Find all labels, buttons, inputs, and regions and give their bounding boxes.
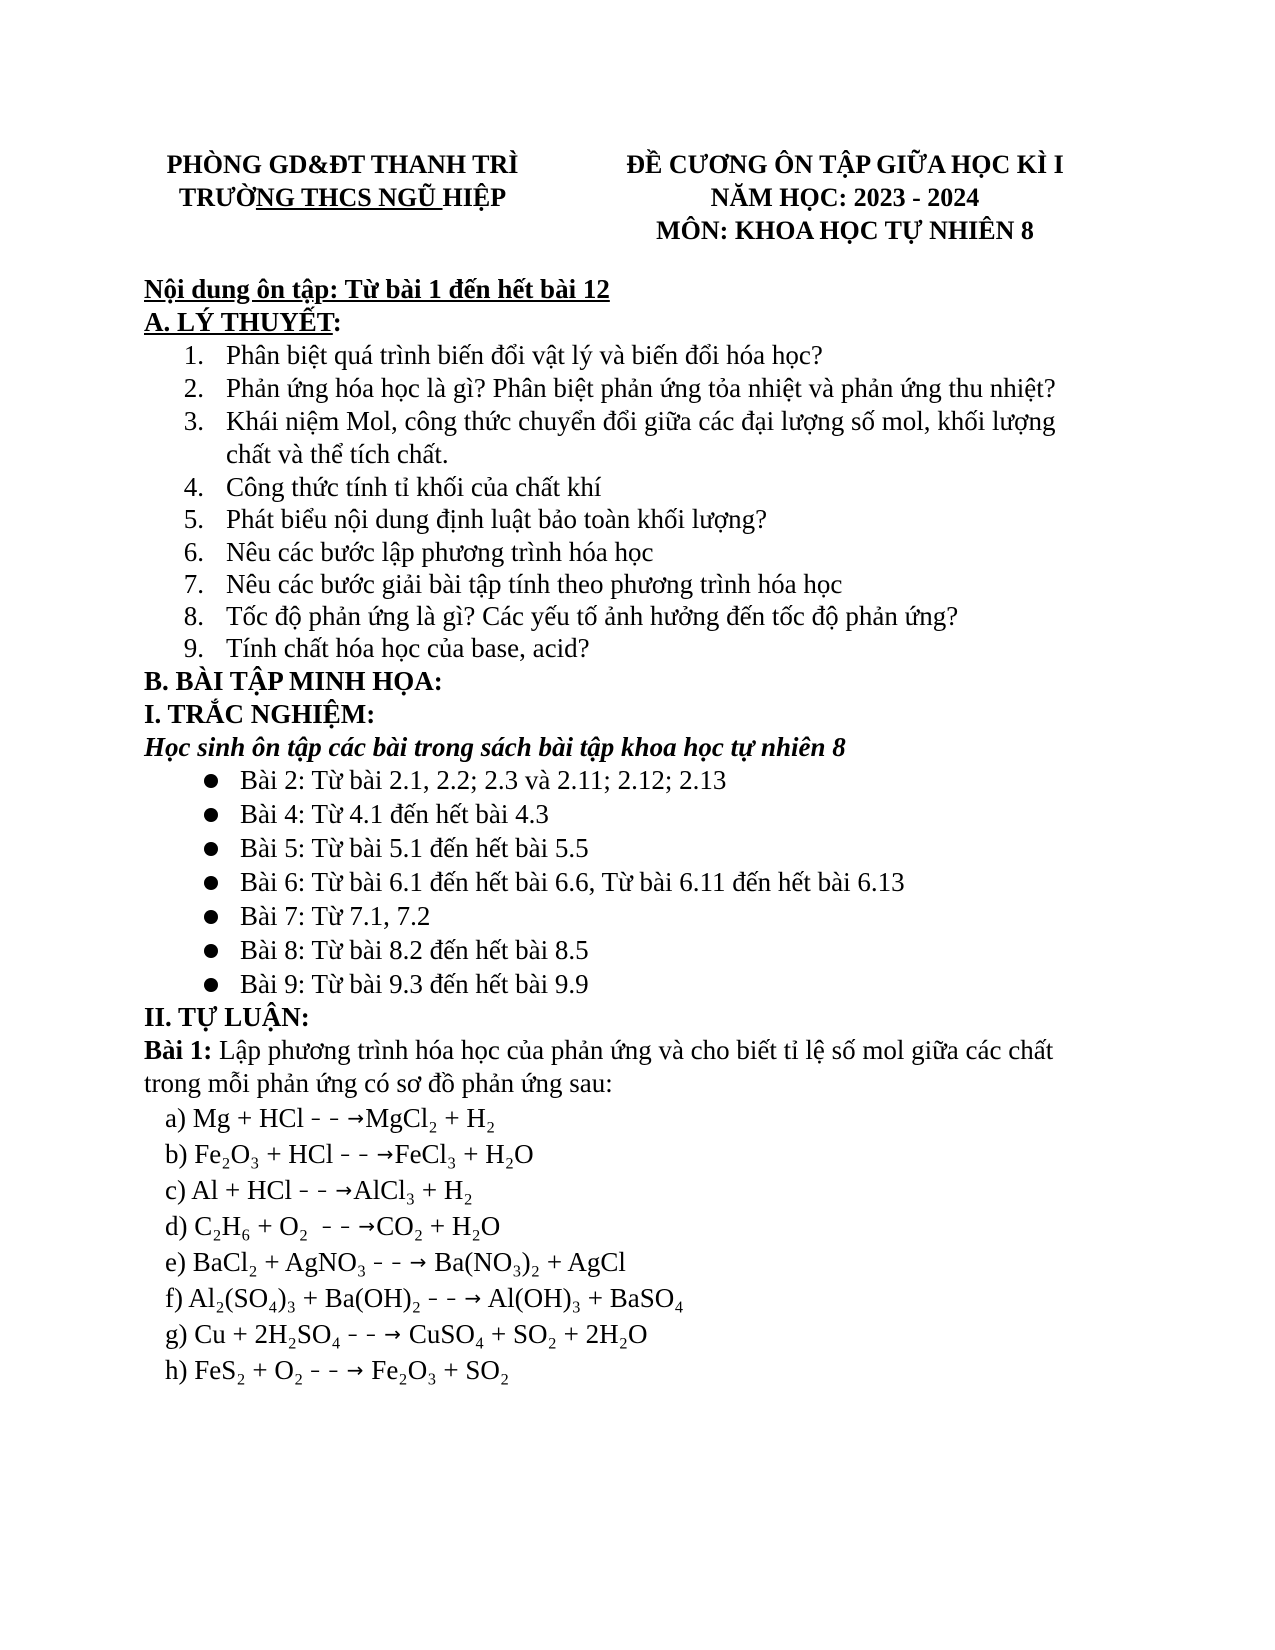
bullet-icon xyxy=(204,944,218,958)
section-a-colon: : xyxy=(332,307,342,337)
exercise-1-label: Bài 1: xyxy=(144,1035,213,1065)
document-title-block xyxy=(585,148,1105,247)
review-scope: Nội dung ôn tập: Từ bài 1 đến hết bài 12 xyxy=(144,274,610,304)
reaction-arrow-icon: – – → xyxy=(321,1214,377,1238)
theory-item-number: 8. xyxy=(183,601,204,631)
reactants: g) Cu + 2H₂SO₄ xyxy=(165,1319,341,1349)
exercise-range-item: Bài 4: Từ 4.1 đến hết bài 4.3 xyxy=(240,799,549,829)
equation-e xyxy=(165,1245,626,1280)
bullet-icon xyxy=(204,842,218,856)
products: Al(OH)₃ + BaSO₄ xyxy=(487,1283,684,1313)
reactants: b) Fe₂O₃ + HCl xyxy=(165,1139,334,1169)
school-name-part: TRƯỜ xyxy=(178,183,256,212)
exercise-range-item: Bài 7: Từ 7.1, 7.2 xyxy=(240,901,431,931)
theory-item-number: 9. xyxy=(183,633,204,663)
theory-item: Công thức tính tỉ khối của chất khí xyxy=(226,472,602,502)
exercise-1-line-2: trong mỗi phản ứng có sơ đồ phản ứng sau: xyxy=(144,1068,613,1098)
reactants: a) Mg + HCl xyxy=(165,1103,304,1133)
theory-item: Nêu các bước giải bài tập tính theo phương trình hóa học xyxy=(226,569,843,599)
document-title: ĐỀ CƯƠNG ÔN TẬP GIỮA HỌC KÌ I xyxy=(626,150,1064,179)
department-name: PHÒNG GD&ĐT THANH TRÌ xyxy=(166,150,519,179)
theory-item: Phát biểu nội dung định luật bảo toàn khối lượng? xyxy=(226,504,768,534)
exercise-range-item: Bài 2: Từ bài 2.1, 2.2; 2.3 và 2.11; 2.12; 2.13 xyxy=(240,765,727,795)
products: Ba(NO₃)₂ + AgCl xyxy=(434,1247,626,1277)
reactants: c) Al + HCl xyxy=(165,1175,292,1205)
products: CO₂ + H₂O xyxy=(376,1211,501,1241)
subject: MÔN: KHOA HỌC TỰ NHIÊN 8 xyxy=(656,216,1034,245)
theory-item: Phản ứng hóa học là gì? Phân biệt phản ứng tỏa nhiệt và phản ứng thu nhiệt? xyxy=(226,373,1056,403)
products: FeCl₃ + H₂O xyxy=(394,1139,534,1169)
section-a-title xyxy=(144,306,342,339)
bullet-icon xyxy=(204,808,218,822)
equation-a xyxy=(165,1101,495,1136)
theory-item: Phân biệt quá trình biến đổi vật lý và biến đổi hóa học? xyxy=(226,340,823,370)
products: MgCl₂ + H₂ xyxy=(365,1103,496,1133)
reaction-arrow-icon: – – → xyxy=(310,1106,366,1130)
exercise-range-item: Bài 5: Từ bài 5.1 đến hết bài 5.5 xyxy=(240,833,589,863)
theory-item-number: 6. xyxy=(183,537,204,567)
theory-item: Nêu các bước lập phương trình hóa học xyxy=(226,537,654,567)
section-b-title: B. BÀI TẬP MINH HỌA: xyxy=(144,666,443,696)
bullet-icon xyxy=(204,876,218,890)
reaction-arrow-icon: – – → xyxy=(340,1142,395,1166)
theory-item: Tính chất hóa học của base, acid? xyxy=(226,633,590,663)
equation-h xyxy=(165,1353,509,1388)
theory-item-number: 1. xyxy=(183,340,204,370)
theory-item-number: 3. xyxy=(183,406,204,436)
school-name-part: HIỆP xyxy=(442,183,507,212)
theory-item: Tốc độ phản ứng là gì? Các yếu tố ảnh hưởng đến tốc độ phản ứng? xyxy=(226,601,959,631)
theory-item-number: 7. xyxy=(183,569,204,599)
exercise-range-item: Bài 9: Từ bài 9.3 đến hết bài 9.9 xyxy=(240,969,589,999)
exercise-range-item: Bài 8: Từ bài 8.2 đến hết bài 8.5 xyxy=(240,935,589,965)
school-name-underlined: NG THCS NGŨ xyxy=(255,183,443,212)
reaction-arrow-icon: – – → xyxy=(298,1178,354,1202)
theory-item-number: 4. xyxy=(183,472,204,502)
bullet-icon xyxy=(204,910,218,924)
equation-c xyxy=(165,1173,473,1208)
multiple-choice-title: I. TRẮC NGHIỆM: xyxy=(144,699,376,729)
theory-item-number: 2. xyxy=(183,373,204,403)
products: CuSO₄ + SO₂ + 2H₂O xyxy=(408,1319,648,1349)
theory-item-number: 5. xyxy=(183,504,204,534)
reaction-arrow-icon: – – → xyxy=(427,1286,483,1310)
equation-d xyxy=(165,1209,500,1244)
reactants: f) Al₂(SO₄)₃ + Ba(OH)₂ xyxy=(165,1283,422,1313)
reaction-arrow-icon: – – → xyxy=(310,1358,365,1382)
exercise-1-line-1 xyxy=(144,1034,1053,1067)
equation-b xyxy=(165,1137,534,1172)
equation-f xyxy=(165,1281,684,1316)
reactants: h) FeS₂ + O₂ xyxy=(165,1355,304,1385)
reactants: e) BaCl₂ + AgNO₃ xyxy=(165,1247,367,1277)
bullet-icon xyxy=(204,774,218,788)
essay-title: II. TỰ LUẬN: xyxy=(144,1002,310,1032)
equation-g xyxy=(165,1317,648,1352)
products: Fe₂O₃ + SO₂ xyxy=(371,1355,510,1385)
exercise-range-item: Bài 6: Từ bài 6.1 đến hết bài 6.6, Từ bài 6.11 đến hết bài 6.13 xyxy=(240,867,905,897)
reactants: d) C₂H₆ + O₂ xyxy=(165,1211,309,1241)
products: AlCl₃ + H₂ xyxy=(353,1175,473,1205)
exercise-1-text: Lập phương trình hóa học của phản ứng và cho biết tỉ lệ số mol giữa các chất xyxy=(212,1035,1054,1065)
section-a-title-text: A. LÝ THUYẾT xyxy=(144,307,333,337)
reaction-arrow-icon: – – → xyxy=(373,1250,428,1274)
school-header xyxy=(110,148,575,214)
school-year: NĂM HỌC: 2023 - 2024 xyxy=(710,183,980,212)
reaction-arrow-icon: – – → xyxy=(347,1322,403,1346)
school-name xyxy=(110,181,575,214)
theory-item: Khái niệm Mol, công thức chuyển đổi giữa các đại lượng số mol, khối lượng chất và thể tích chất. xyxy=(226,406,1056,469)
bullet-icon xyxy=(204,978,218,992)
multiple-choice-note: Học sinh ôn tập các bài trong sách bài tập khoa học tự nhiên 8 xyxy=(144,732,846,762)
